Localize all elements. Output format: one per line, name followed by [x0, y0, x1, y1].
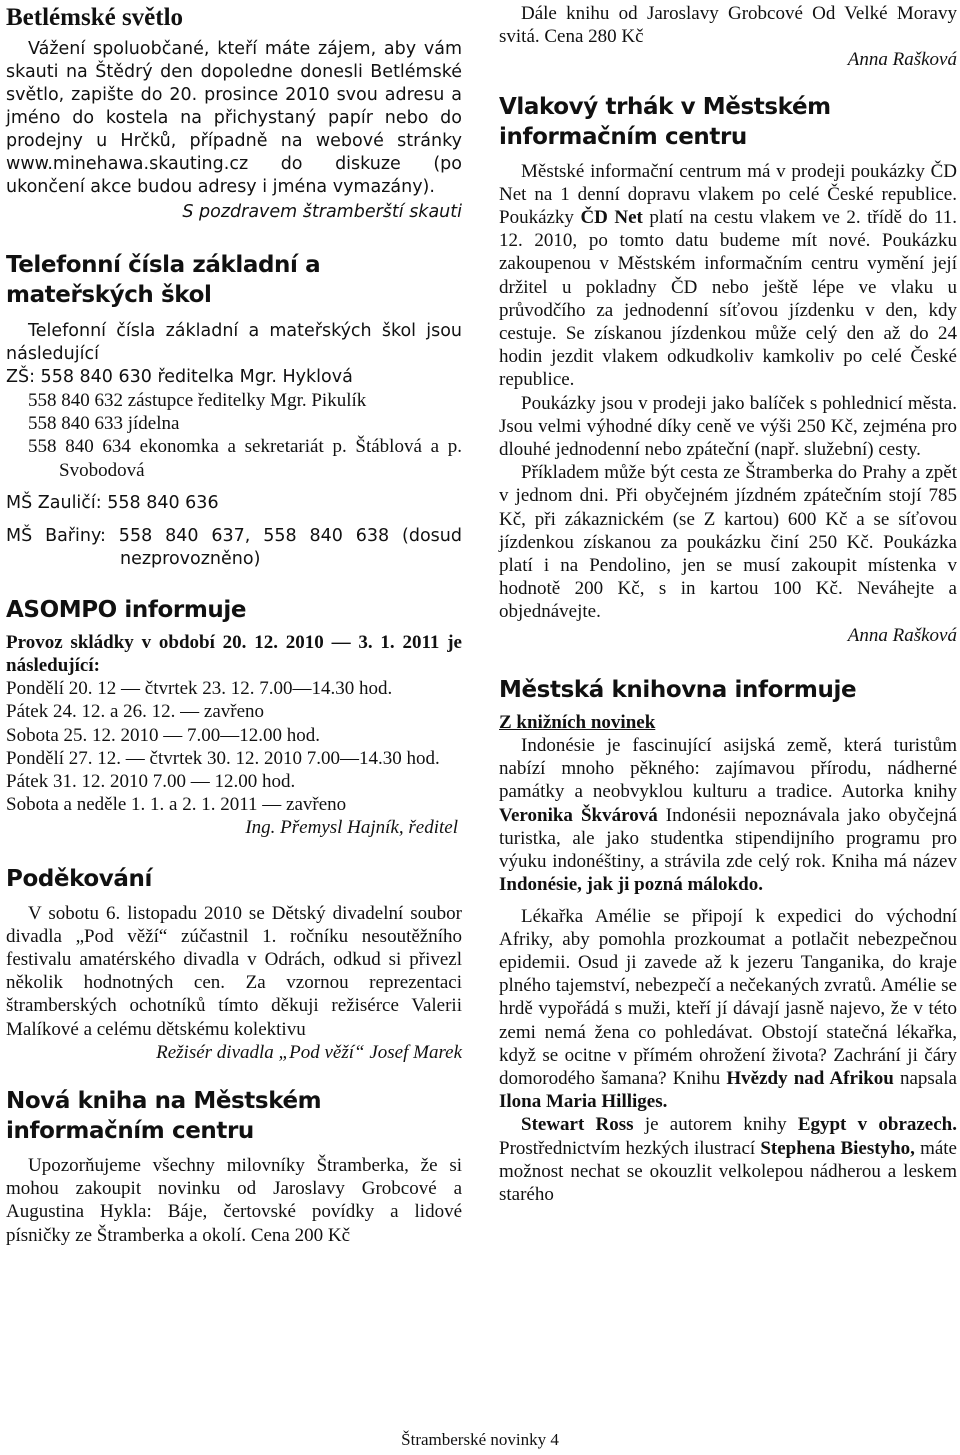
- ms-zaulici-phone: MŠ Zauličí: 558 840 636: [6, 492, 219, 513]
- article-signature: S pozdravem štramberští skauti: [182, 202, 462, 222]
- schedule-line: Pátek 31. 12. 2010 7.00 — 12.00 hod.: [6, 771, 296, 793]
- body-text: napsala: [893, 1067, 957, 1089]
- body-bold: Stephena Biestyho,: [760, 1137, 915, 1159]
- article-continuation: [499, 2, 957, 72]
- article-nova-kniha: [6, 1086, 462, 1247]
- article-title: Telefonní čísla základní a mateřských škol: [6, 252, 321, 308]
- article-title: Nová kniha na Městském informačním centru: [6, 1088, 322, 1145]
- article-title: Poděkování: [6, 865, 152, 892]
- article-body: Dále knihu od Jaroslavy Grobcové Od Velké Moravy svitá. Cena 280 Kč: [499, 3, 957, 48]
- article-body: [6, 38, 462, 199]
- body-text: do diskuze (po ukončení akce budou adresy i jména vymazány).: [6, 154, 462, 197]
- article-body: [499, 1113, 957, 1206]
- article-signature: Anna Rašková: [847, 624, 957, 646]
- asompo-schedule: [6, 677, 462, 816]
- page-footer: Štramberské novinky 4: [401, 1430, 559, 1449]
- zs-phone-director: ZŠ: 558 840 630 ředitelka Mgr. Hyklová: [6, 367, 353, 387]
- asompo-lead: Provoz skládky v období 20. 12. 2010 — 3. 1. 2011 je následující:: [6, 631, 462, 677]
- article-knihovna: [499, 675, 957, 1206]
- body-bold: Egypt v obrazech.: [797, 1114, 957, 1136]
- schedule-line: Pátek 24. 12. a 26. 12. — zavřeno: [6, 701, 265, 723]
- body-text: platí na cestu vlakem ve 2. třídě do 11. 12. 2010, po tomto datu budeme mít nové. Poukázku zakoupenou v Městském informačním centru vymění její držitel u pokladny ČD nebo ještě lépe ve vlaku u průvodčího za jednodenní síťovou jízdenku v den, kdy cestuje. Se získanou jízdenkou může celý den až do 24 hodin jezdit vlakem odkudkoliv kamkoliv po celé České republice.: [499, 207, 957, 391]
- body-text: Vážení spoluobčané, kteří máte zájem, aby vám skauti na Štědrý den dopoledne donesli Betlémské světlo, zapište do 20. prosince 2010 svou adresu a jméno do kostela na přichystaný papír nebo do prodejny u Hrčků, případně na webové stránky: [6, 39, 462, 151]
- schedule-line: Pondělí 20. 12 — čtvrtek 23. 12. 7.00—14.30 hod.: [6, 678, 393, 700]
- body-text: Městské informační centrum má v prodeji poukázky ČD Net na 1 denní dopravu vlakem po celé České republice. Poukázky: [499, 160, 957, 229]
- article-body: V sobotu 6. listopadu 2010 se Dětský divadelní soubor divadla „Pod věží“ zúčastnil 1. ročníku nesoutěžního festivalu amatérského divadla v Odrách, odkud si přivezl několik hodnotných cen. Za vzornou reprezentaci štramberských ochotníků tímto děkuji režisérce Valerii Malíkové a celému dětskému kolektivu: [6, 902, 462, 1040]
- website-link[interactable]: www.minehawa.skauting.cz: [6, 154, 249, 174]
- schedule-line: Sobota 25. 12. 2010 — 7.00—12.00 hod.: [6, 724, 321, 746]
- body-bold: ČD Net: [580, 207, 643, 229]
- article-signature: Režisér divadla „Pod věží“ Josef Marek: [156, 1041, 462, 1063]
- zs-phone-line: 558 840 634 ekonomka a sekretariát p. Štáblová a p. Svobodová: [28, 436, 462, 481]
- article-phones: [6, 250, 462, 571]
- article-title: ASOMPO informuje: [6, 596, 247, 623]
- article-signature: Ing. Přemysl Hajník, ředitel: [245, 817, 458, 839]
- article-signature: Anna Rašková: [847, 49, 957, 71]
- article-body: [499, 734, 957, 896]
- article-betlemske-svetlo: [6, 4, 462, 224]
- article-vlakovy-trhak: [499, 92, 957, 647]
- right-column: [499, 0, 957, 1206]
- body-bold: Ilona Maria Hilliges.: [499, 1091, 668, 1113]
- body-bold: Veronika Škvárová: [499, 804, 658, 826]
- body-bold: Hvězdy nad Afrikou: [726, 1067, 894, 1089]
- body-text: je autorem knihy: [633, 1114, 798, 1136]
- article-body: Příkladem může být cesta ze Štramberka do Prahy a zpět v jednom dni. Při obyčejném jízdném zpátečním stojí 785 Kč, při zákaznickém (se Z kartou) 600 Kč a se síťovou jízdenkou získanou za poukázku činí 250 Kč. Poukázka platí i na Pendolino, jen se musí zakoupit místenka v hodnotě 200 Kč, s in kartou 100 Kč. Neváhejte a objednávejte.: [499, 462, 957, 623]
- article-title: Městská knihovna informuje: [499, 676, 857, 703]
- zs-phone-line: 558 840 632 zástupce ředitelky Mgr. Pikulík: [28, 390, 367, 411]
- article-podekovani: [6, 864, 462, 1064]
- article-body: [499, 905, 957, 1114]
- article-body: [499, 160, 957, 392]
- body-text: Indonésie je fascinující asijská země, která turistům nabízí mnoho pěkného: zajímavou přírodu, nádherné památky a neobvyklou kulturu a tradice. Autorka knihy: [499, 735, 957, 803]
- ms-bariny-phone: MŠ Bařiny: 558 840 637, 558 840 638 (dosud nezprovozněno): [6, 525, 462, 569]
- body-text: Prostřednictvím hezkých ilustrací: [499, 1137, 761, 1159]
- zs-phone-list: [6, 389, 462, 482]
- article-title: Betlémské světlo: [6, 4, 184, 31]
- article-body: Poukázky jsou v prodeji jako balíček s pohlednicí města. Jsou velmi výhodné díky ceně ve výši 250 Kč, zejména pro dlouhé jednodenní nebo zpáteční (např. služební) cesty.: [499, 392, 957, 461]
- body-bold: Indonésie, jak ji pozná málokdo.: [499, 874, 763, 896]
- article-subtitle: Z knižních novinek: [499, 711, 656, 733]
- phones-intro: Telefonní čísla základní a mateřských škol jsou následující: [6, 321, 462, 364]
- schedule-line: Sobota a neděle 1. 1. a 2. 1. 2011 — zavřeno: [6, 794, 347, 816]
- body-text: máte možnost nechat se okouzlit velkolepou nádherou a leskem starého: [499, 1137, 957, 1205]
- article-asompo: [6, 595, 462, 840]
- body-text: Lékařka Amélie se připojí k expedici do východní Afriky, aby pomohla prozkoumat a potlačit nebezpečnou epidemii. Osud ji zavede až k jezeru Tanganika, do kraje plného tajemství, nebezpečí a nečekaných zvratů. Amélie se hrdě vypořádá s muži, kteří jí dávají jasně najevo, že v této zemi nemá žena co pohledávat. Obstojí statečná lékařka, když se ocitne v přímém ohrožení života? Zachrání ji čáry domorodého šamana? Knihu: [499, 905, 957, 1089]
- article-body: Upozorňujeme všechny milovníky Štramberka, že si mohou zakoupit novinku od Jaroslavy Grobcové a Augustina Hykla: Báje, čertovské povídky a lidové písničky ze Štramberka a okolí. Cena 200 Kč: [6, 1155, 462, 1246]
- body-text: Indonésii nepoznávala jako obyčejná turistka, ale jako studentka stipendijního programu pro výuku indonéštiny, a strávila zde celý rok. Kniha má název: [499, 804, 957, 873]
- article-title: Vlakový trhák v Městském informačním centru: [499, 93, 831, 150]
- zs-phone-line: 558 840 633 jídelna: [28, 413, 180, 435]
- schedule-line: Pondělí 27. 12. — čtvrtek 30. 12. 2010 7.00—14.30 hod.: [6, 747, 440, 769]
- body-bold: Stewart Ross: [521, 1114, 634, 1136]
- left-column: [6, 0, 462, 1247]
